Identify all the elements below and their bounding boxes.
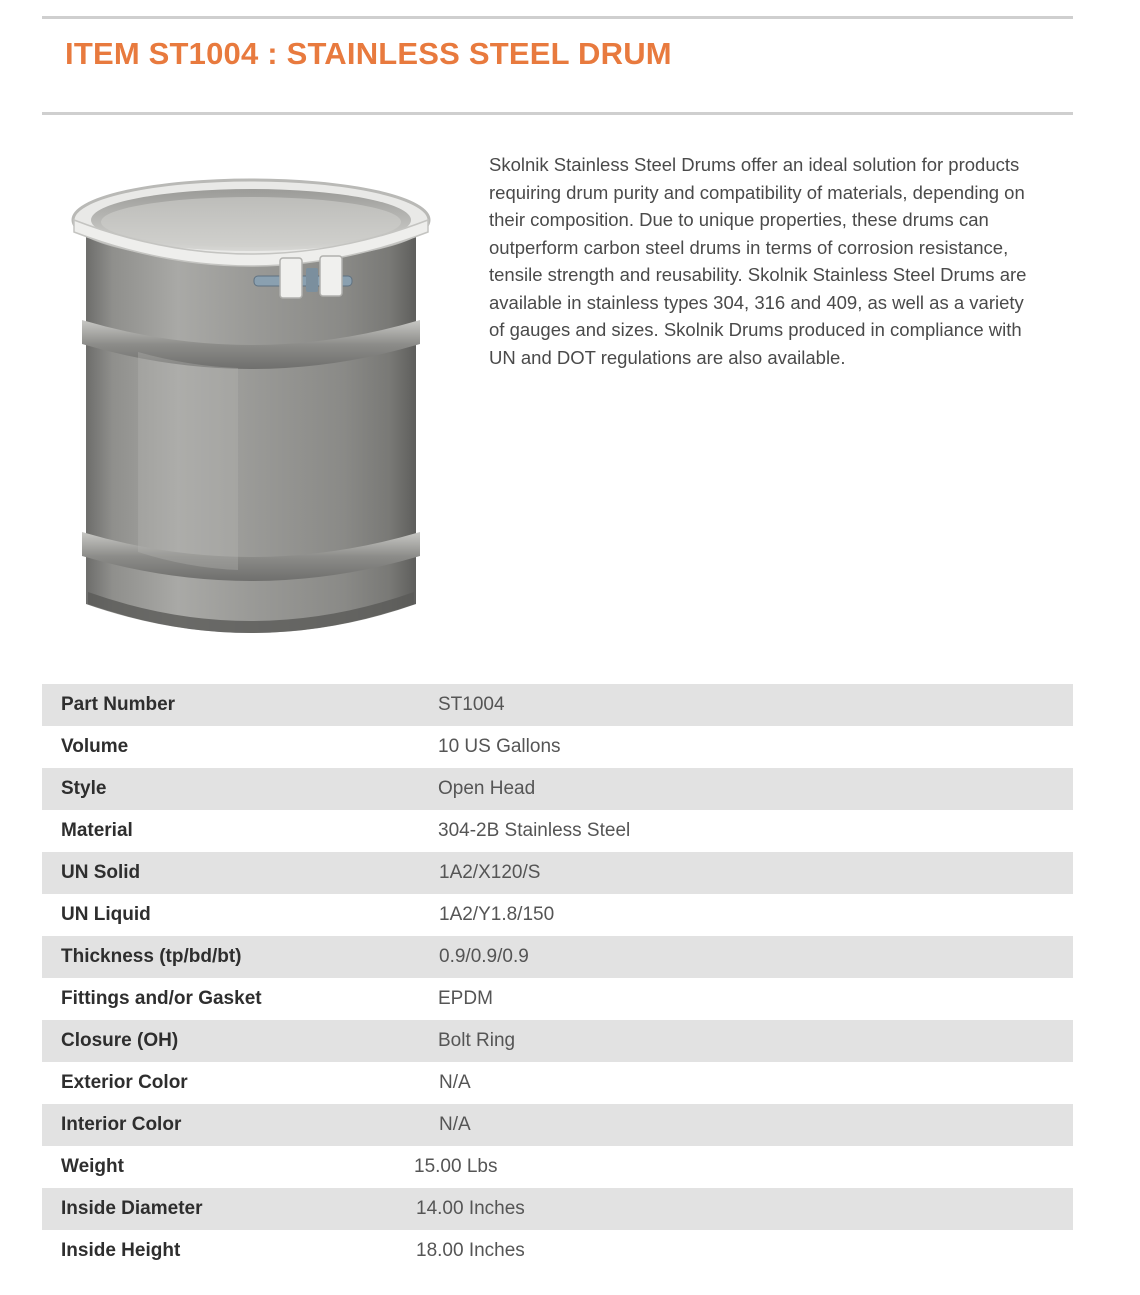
spec-value: ST1004 <box>438 694 505 715</box>
spec-value: 15.00 Lbs <box>414 1156 498 1177</box>
spec-value: N/A <box>439 1072 471 1093</box>
spec-label: Style <box>61 778 107 799</box>
spec-value: 14.00 Inches <box>416 1198 525 1219</box>
spec-value: 1A2/Y1.8/150 <box>439 904 555 925</box>
spec-value: Open Head <box>438 778 536 799</box>
table-row <box>42 1188 1073 1230</box>
spec-label: Exterior Color <box>61 1072 188 1093</box>
table-row <box>42 1020 1073 1062</box>
spec-label: Inside Height <box>61 1240 181 1261</box>
spec-value: N/A <box>439 1114 471 1135</box>
page-title: ITEM ST1004 : STAINLESS STEEL DRUM <box>65 36 672 71</box>
table-row <box>42 768 1073 810</box>
spec-label: Closure (OH) <box>61 1030 179 1051</box>
spec-value: 10 US Gallons <box>438 736 561 757</box>
spec-value: 304-2B Stainless Steel <box>438 820 631 841</box>
table-row <box>42 726 1073 768</box>
spec-label: Part Number <box>61 694 176 715</box>
table-row <box>42 1230 1073 1272</box>
table-row <box>42 936 1073 978</box>
table-row <box>42 852 1073 894</box>
table-row <box>42 810 1073 852</box>
spec-label: UN Solid <box>61 862 141 883</box>
spec-label: Thickness (tp/bd/bt) <box>61 946 242 967</box>
steel-drum-icon <box>68 172 434 646</box>
table-row <box>42 894 1073 936</box>
header-divider <box>42 112 1073 115</box>
spec-value: 18.00 Inches <box>416 1240 525 1261</box>
spec-value: EPDM <box>438 988 493 1009</box>
table-row <box>42 1146 1073 1188</box>
spec-label: Weight <box>61 1156 124 1177</box>
spec-label: Volume <box>61 736 129 757</box>
table-row <box>42 978 1073 1020</box>
spec-value: Bolt Ring <box>438 1030 516 1051</box>
spec-value: 1A2/X120/S <box>439 862 541 883</box>
spec-label: Material <box>61 820 133 841</box>
table-row <box>42 1104 1073 1146</box>
spec-label: Inside Diameter <box>61 1198 203 1219</box>
table-row <box>42 684 1073 726</box>
product-description: Skolnik Stainless Steel Drums offer an ideal solution for products requiring drum purity and compatibility of materials, depending on their composition. Due to unique properties, these drums can outperform carbon steel drums in terms of corrosion resistance, tensile strength and reusability. Skolnik Stainless Steel Drums are available in stainless types 304, 316 and 409, as well as a variety of gauges and sizes. Skolnik Drums produced in compliance with UN and DOT regulations are also available. <box>489 154 1027 368</box>
spec-label: Fittings and/or Gasket <box>61 988 262 1009</box>
table-row <box>42 1062 1073 1104</box>
spec-table <box>42 684 1073 1272</box>
spec-label: Interior Color <box>61 1114 182 1135</box>
top-divider <box>42 16 1073 19</box>
spec-label: UN Liquid <box>61 904 151 925</box>
spec-value: 0.9/0.9/0.9 <box>439 946 529 967</box>
